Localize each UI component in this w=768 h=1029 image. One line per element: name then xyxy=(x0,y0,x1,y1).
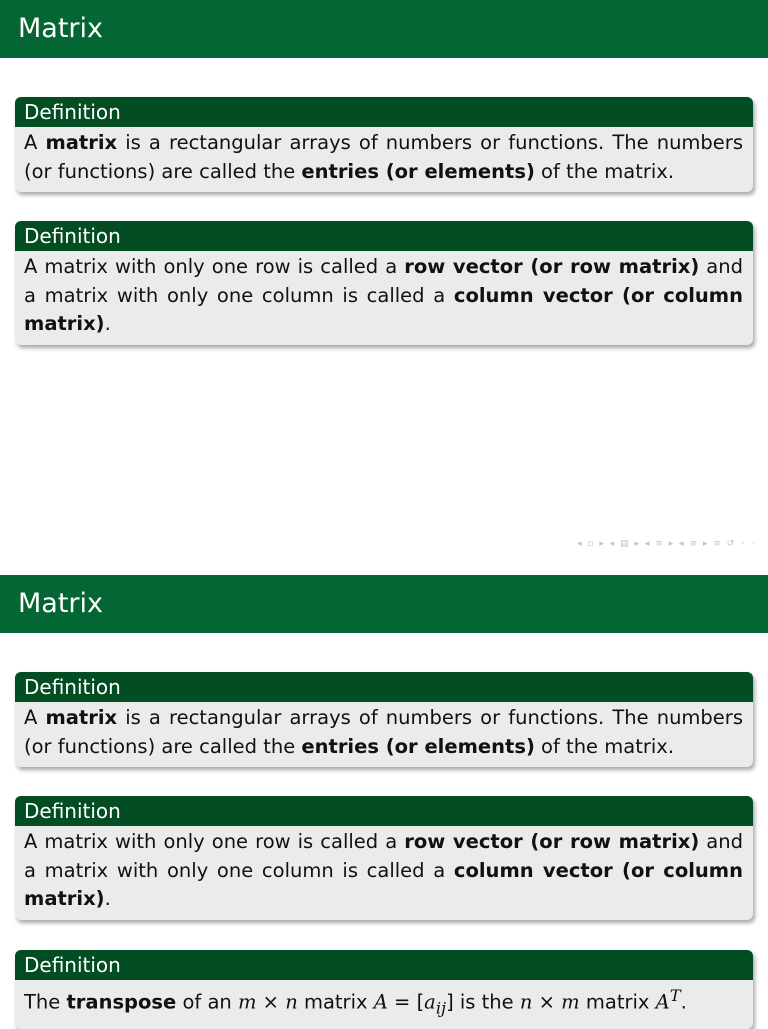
frame-title: Matrix xyxy=(0,0,768,58)
block-body: A matrix with only one row is called a row vector (or row matrix) and a matrix with only one column is called a column vector (or column matrix). xyxy=(24,830,743,910)
beamer-navigation-icons[interactable]: ◂ ▫ ▸ ◂ ▤ ▸ ◂ ≡ ▸ ◂ ≡ ▸ ≡ ↺ ◦ ◦ xyxy=(577,539,758,549)
block-body: A matrix with only one row is called a row vector (or row matrix) and a matrix with only one column is called a column vector (or column matrix). xyxy=(24,255,743,335)
definition-block-vectors xyxy=(15,221,753,345)
slide-2 xyxy=(0,575,768,1024)
block-heading: Definition xyxy=(15,796,753,826)
definition-block-vectors xyxy=(15,796,753,920)
block-heading: Definition xyxy=(15,221,753,251)
block-heading: Definition xyxy=(15,950,753,980)
block-body: A matrix is a rectangular arrays of numbers or functions. The numbers (or functions) are called the entries (or elements) of the matrix. xyxy=(24,131,743,183)
definition-block-matrix xyxy=(15,97,753,192)
block-body: The transpose of an m × n matrix $A = [a_{ij}]$ is the n × m matrix $A^T$. xyxy=(24,986,687,1018)
frame-title: Matrix xyxy=(0,575,768,633)
block-body: A matrix is a rectangular arrays of numbers or functions. The numbers (or functions) are called the entries (or elements) of the matrix. xyxy=(24,706,743,758)
definition-block-transpose xyxy=(15,950,753,1029)
block-heading: Definition xyxy=(15,672,753,702)
definition-block-matrix xyxy=(15,672,753,767)
block-heading: Definition xyxy=(15,97,753,127)
